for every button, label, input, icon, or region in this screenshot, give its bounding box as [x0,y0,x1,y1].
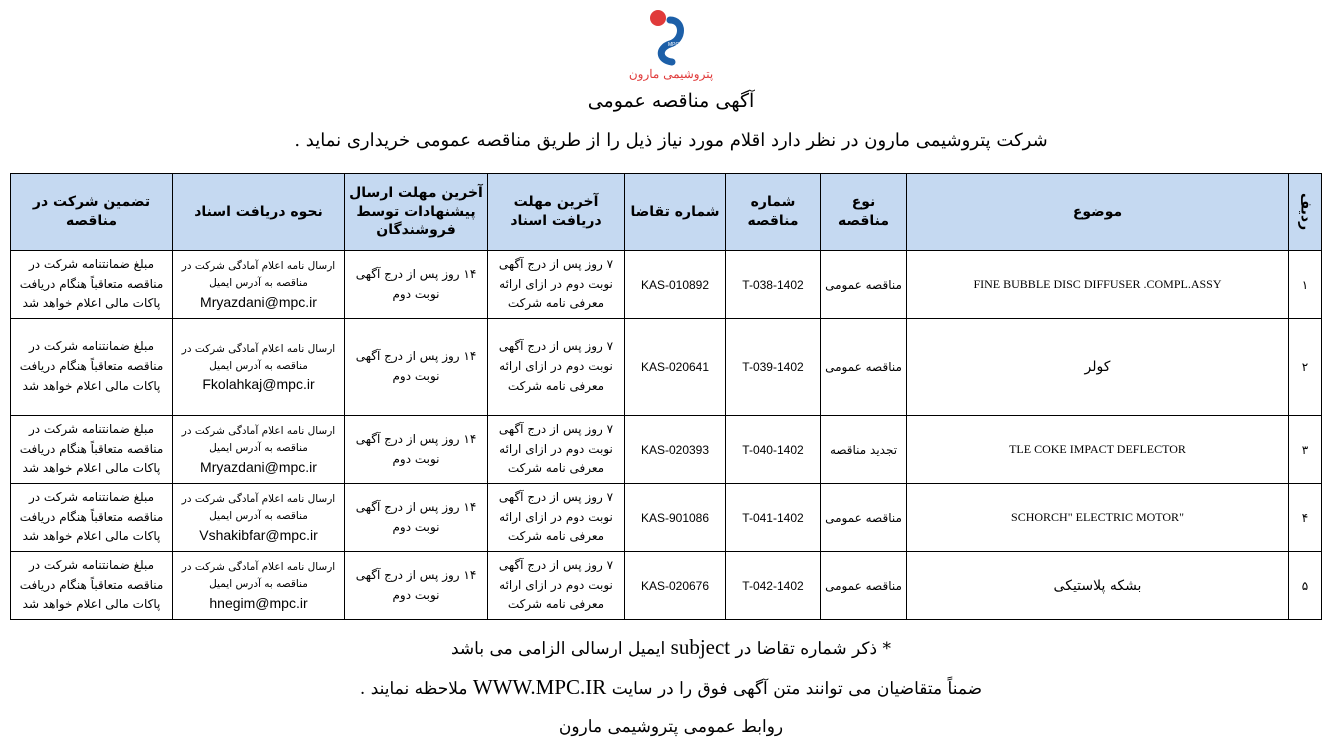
row-guarantee: مبلغ ضمانتنامه شرکت در مناقصه متعاقباً هنگام دریافت پاکات مالی اعلام خواهد شد [11,251,173,319]
header-tender-no: شماره مناقصه [726,174,821,251]
website-link[interactable]: WWW.MPC.IR [472,675,607,699]
row-offer-deadline: ۱۴ روز پس از درج آگهی نوبت دوم [345,319,488,416]
email-link[interactable]: Mryazdani@mpc.ir [200,458,317,475]
company-logo [628,6,714,84]
footer-website-pre: ضمناً متقاضیان می توانند متن آگهی فوق را در سایت [611,679,983,699]
table-row [11,484,1322,552]
row-doc-deadline: ۷ روز پس از درج آگهی نوبت دوم در ازای ارائه معرفی نامه شرکت [488,416,625,484]
row-tender-no: 1402-T-038 [726,251,821,319]
row-tender-no: 1402-T-041 [726,484,821,552]
doc-method-text: ارسال نامه اعلام آمادگی شرکت در مناقصه به آدرس ایمیل [181,342,336,372]
row-request-no: KAS-020393 [625,416,726,484]
row-doc-method [173,416,345,484]
row-offer-deadline: ۱۴ روز پس از درج آگهی نوبت دوم [345,552,488,620]
row-tender-no: 1402-T-042 [726,552,821,620]
header-guarantee: تضمین شرکت در مناقصه [11,174,173,251]
header-subject: موضوع [907,174,1289,251]
row-request-no: KAS-010892 [625,251,726,319]
page-title: آگهی مناقصه عمومی [587,90,755,112]
row-guarantee: مبلغ ضمانتنامه شرکت در مناقصه متعاقباً هنگام دریافت پاکات مالی اعلام خواهد شد [11,484,173,552]
row-doc-deadline: ۷ روز پس از درج آگهی نوبت دوم در ازای ارائه معرفی نامه شرکت [488,319,625,416]
row-offer-deadline: ۱۴ روز پس از درج آگهی نوبت دوم [345,484,488,552]
row-request-no: KAS-020676 [625,552,726,620]
table-row [11,251,1322,319]
row-doc-method [173,484,345,552]
table-header-row [11,174,1322,251]
row-number: ۵ [1289,552,1322,620]
row-type: مناقصه عمومی [821,251,907,319]
row-type: تجدید مناقصه [821,416,907,484]
footer-note-post: ایمیل ارسالی الزامی می باشد [451,639,666,659]
row-subject: TLE COKE IMPACT DEFLECTOR [907,416,1289,484]
table-row [11,552,1322,620]
email-link[interactable]: Fkolahkaj@mpc.ir [202,376,315,393]
row-request-no: KAS-020641 [625,319,726,416]
email-link[interactable]: hnegim@mpc.ir [209,594,308,611]
row-tender-no: 1402-T-039 [726,319,821,416]
footer-note-website [0,675,1342,700]
tender-table [10,173,1322,620]
row-number: ۴ [1289,484,1322,552]
row-request-no: KAS-901086 [625,484,726,552]
footer-note-pre: * ذکر شماره تقاضا در [735,639,891,659]
row-subject: FINE BUBBLE DISC DIFFUSER .COMPL.ASSY [907,251,1289,319]
row-number: ۱ [1289,251,1322,319]
header-doc-method: نحوه دریافت اسناد [173,174,345,251]
footer-website-post: ملاحظه نمایند . [359,679,468,699]
footer-note-latin: subject [670,635,731,659]
row-subject: بشکه پلاستیکی [907,552,1289,620]
header-row-number: ردیف [1289,174,1322,251]
row-doc-method [173,251,345,319]
row-doc-deadline: ۷ روز پس از درج آگهی نوبت دوم در ازای ارائه معرفی نامه شرکت [488,251,625,319]
row-number: ۳ [1289,416,1322,484]
header-type: نوع مناقصه [821,174,907,251]
row-number: ۲ [1289,319,1322,416]
doc-method-text: ارسال نامه اعلام آمادگی شرکت در مناقصه به آدرس ایمیل [181,561,336,591]
row-offer-deadline: ۱۴ روز پس از درج آگهی نوبت دوم [345,416,488,484]
table-row [11,319,1322,416]
doc-method-text: ارسال نامه اعلام آمادگی شرکت در مناقصه به آدرس ایمیل [181,260,336,290]
row-guarantee: مبلغ ضمانتنامه شرکت در مناقصه متعاقباً هنگام دریافت پاکات مالی اعلام خواهد شد [11,416,173,484]
row-subject: "SCHORCH" ELECTRIC MOTOR [907,484,1289,552]
header-doc-deadline: آخرین مهلت دریافت اسناد [488,174,625,251]
footer-note-subject [0,635,1342,660]
doc-method-text: ارسال نامه اعلام آمادگی شرکت در مناقصه به آدرس ایمیل [181,425,336,455]
row-offer-deadline: ۱۴ روز پس از درج آگهی نوبت دوم [345,251,488,319]
logo-text: پتروشیمی مارون [628,67,714,81]
footer-signature: روابط عمومی پتروشیمی مارون [558,717,784,737]
row-type: مناقصه عمومی [821,484,907,552]
header-offer-deadline: آخرین مهلت ارسال پیشنهادات توسط فروشندگان [345,174,488,251]
row-doc-deadline: ۷ روز پس از درج آگهی نوبت دوم در ازای ارائه معرفی نامه شرکت [488,484,625,552]
header-request-no: شماره تقاضا [625,174,726,251]
row-doc-deadline: ۷ روز پس از درج آگهی نوبت دوم در ازای ارائه معرفی نامه شرکت [488,552,625,620]
row-doc-method [173,319,345,416]
doc-method-text: ارسال نامه اعلام آمادگی شرکت در مناقصه به آدرس ایمیل [181,493,336,523]
row-guarantee: مبلغ ضمانتنامه شرکت در مناقصه متعاقباً هنگام دریافت پاکات مالی اعلام خواهد شد [11,319,173,416]
email-link[interactable]: Mryazdani@mpc.ir [200,293,317,310]
row-type: مناقصه عمومی [821,552,907,620]
table-row [11,416,1322,484]
row-tender-no: 1402-T-040 [726,416,821,484]
intro-text: شرکت پتروشیمی مارون در نظر دارد اقلام مورد نیاز ذیل را از طریق مناقصه عمومی خریداری نماید . [294,130,1048,151]
row-subject: کولر [907,319,1289,416]
row-guarantee: مبلغ ضمانتنامه شرکت در مناقصه متعاقباً هنگام دریافت پاکات مالی اعلام خواهد شد [11,552,173,620]
email-link[interactable]: Vshakibfar@mpc.ir [199,526,318,543]
row-doc-method [173,552,345,620]
logo-mark: MPC [668,42,680,48]
row-type: مناقصه عمومی [821,319,907,416]
